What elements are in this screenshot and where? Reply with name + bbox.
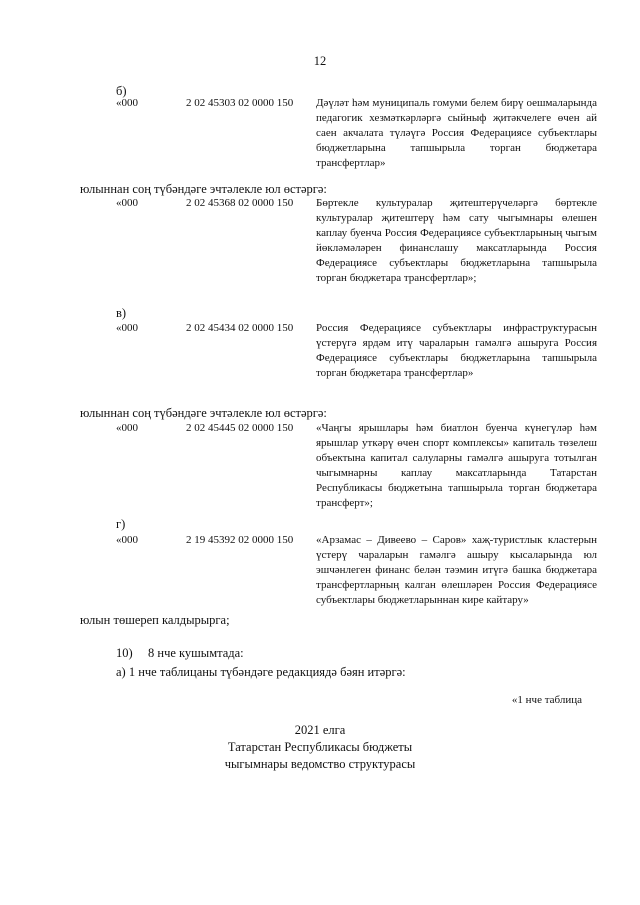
budget-description: Россия Федерациясе субъектлары инфраструктурасын үстерүгә ярдәм итү чараларын гамәлгә ашыруга Россия Федерациясе субъектлары бюджетларына тапшырыла торган бюджетара трансфертлар» [316,322,597,379]
budget-description: «Чаңгы ярышлары һәм биатлон буенча күнегүләр һәм ярышлар уткәрү өчен спорт комплексы» капиталь төзелеш объектына капитал салуларны гамәлгә ашыруга тотылган чыгымнарны каплау максатларында Татарстан Республикасы бюджетына тапшырыла торган бюджетара трансферт»; [316,422,597,509]
item-number: 10) [116,646,133,660]
budget-description: «Арзамас – Дивеево – Саров» хаҗ-туристлык кластерын үстерү чараларын гамәлгә ашыру кысаларында юл эшчәнлеген финанс белән тәэмин итүгә башка бюджетара трансфертларның калган өлешләрен Россия Федерациясе субъектлары бюджетларыннан кире кайтару» [316,534,597,606]
code-prefix: «000 [116,534,138,546]
budget-description: Дәүләт һәм муниципаль гомуми белем бирү оешмаларында педагогик хезмәткәрләргә сыйныф җитәкчелеге өчен ай саен акчалата түләүгә Россия Федерациясе субъектлары бюджетларына тапшырыла торган бюджетара трансфертлар» [316,97,597,169]
insert-after-phrase: юлыннан соң түбәндәге эчтәлекле юл өстәргә: [80,406,327,420]
budget-code: 2 02 45434 02 0000 150 [186,322,294,334]
table-reference: «1 нче таблица [511,694,582,706]
table-title-line3: чыгымнары ведомство структурасы [224,757,416,771]
item-text: 8 нче кушымтада: [148,646,244,660]
budget-code: 2 02 45303 02 0000 150 [186,97,294,109]
code-prefix: «000 [116,97,138,109]
code-prefix: «000 [116,197,138,209]
section-label-g: г) [116,517,126,531]
table-title-line2: Татарстан Республикасы бюджеты [227,740,413,754]
section-label-v: в) [116,306,127,320]
code-prefix: «000 [116,422,138,434]
budget-code: 2 02 45445 02 0000 150 [186,422,294,434]
budget-code: 2 19 45392 02 0000 150 [186,534,294,546]
budget-description: Бөртекле культуралар җитештерүчеләргә бөртекле культуралар җитештерү һәм сату чыгымнары өлешен каплау буенча Россия Федерациясе субъектларының чыгым йөкләмәләрен финанслашу максатларында Россия Федерациясе субъектлары бюджетларына тапшырыла торган бюджетара трансфертлар»; [316,197,597,284]
budget-code: 2 02 45368 02 0000 150 [186,197,294,209]
table-title-line1: 2021 елга [294,723,346,737]
section-label-b: б) [116,84,127,98]
omit-line-phrase: юлын төшереп калдырырга; [80,613,230,627]
code-prefix: «000 [116,322,138,334]
insert-after-phrase: юлыннан соң түбәндәге эчтәлекле юл өстәргә: [80,182,327,196]
page-number: 12 [313,54,327,68]
sub-item-a: а) 1 нче таблицаны түбәндәге редакциядә бәян итәргә: [116,665,406,679]
